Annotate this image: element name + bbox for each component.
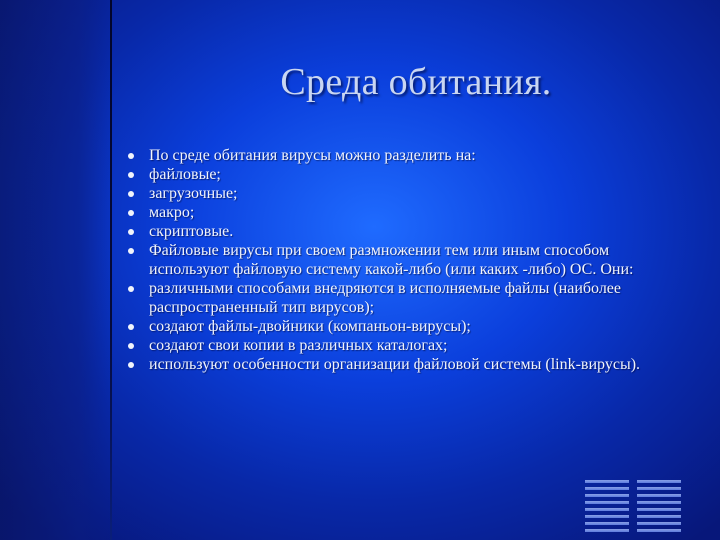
bullet-dot-icon [128,172,134,178]
bullet-dot-icon [128,191,134,197]
list-item-text: используют особенности организации файловой системы (link-вирусы). [149,356,641,373]
bullet-dot-icon [128,324,134,330]
stripe-bar [585,487,629,490]
stripe-bar [637,522,681,525]
list-item-text: файловые; [149,166,221,183]
list-item [128,165,688,184]
bullet-list [128,146,688,374]
stripe-bar [585,480,629,483]
list-item [128,222,688,241]
slide-title: Среда обитания. [280,61,552,103]
list-item-text: По среде обитания вирусы можно разделить на: [149,147,476,164]
list-item-text: создают свои копии в различных каталогах; [149,337,448,354]
bullet-dot-icon [128,229,134,235]
bullet-dot-icon [128,362,134,368]
stripe-bar [637,494,681,497]
left-dark-band [0,0,112,540]
bullet-dot-icon [128,343,134,349]
bullet-dot-icon [128,210,134,216]
list-item-text: макро; [149,204,195,221]
list-item-text: загрузочные; [149,185,238,202]
stripe-bar [637,501,681,504]
list-item [128,146,688,165]
list-item [128,241,688,279]
stripe-pattern-icon [585,480,629,536]
list-item-text: скриптовые. [149,223,234,240]
stripe-bar [637,515,681,518]
stripe-bar [637,529,681,532]
list-item [128,355,688,374]
list-item [128,336,688,355]
list-item [128,317,688,336]
list-item-text: Файловые вирусы при своем размножении тем или иным способом используют файловую систему какой-либо (или каких -либо) ОС. Они: [149,242,634,278]
stripe-pattern-icon [637,480,681,536]
stripe-bar [585,529,629,532]
bullet-dot-icon [128,286,134,292]
bullet-dot-icon [128,153,134,159]
list-item [128,203,688,222]
stripe-bar [585,501,629,504]
stripe-bar [637,508,681,511]
list-item [128,279,688,317]
stripe-bar [585,494,629,497]
bullet-dot-icon [128,248,134,254]
stripe-bar [637,487,681,490]
stripe-bar [585,515,629,518]
stripe-bar [585,508,629,511]
list-item-text: различными способами внедряются в исполняемые файлы (наиболее распространенный тип вирусов); [149,280,621,316]
stripe-bar [585,522,629,525]
list-item [128,184,688,203]
stripe-bar [637,480,681,483]
list-item-text: создают файлы-двойники (компаньон-вирусы); [149,318,471,335]
